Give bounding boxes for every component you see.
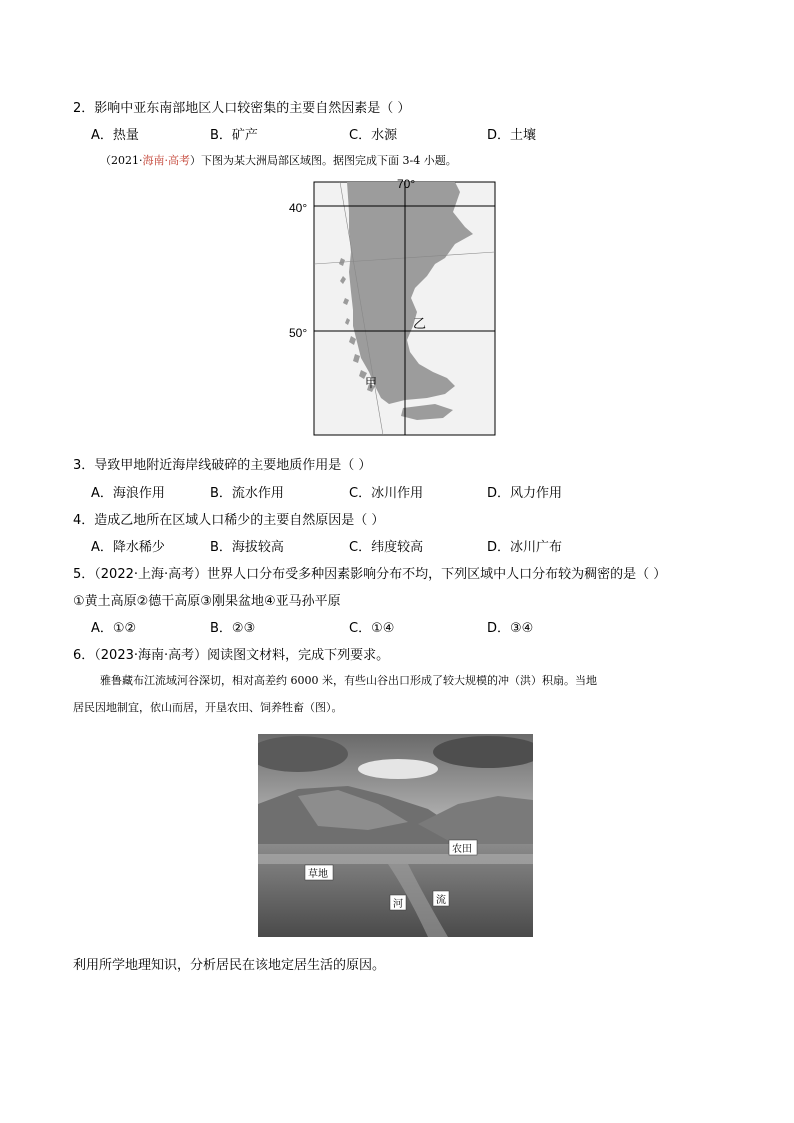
- q2-stem: 2．影响中亚东南部地区人口较密集的主要自然因素是（ ）: [73, 101, 411, 116]
- q4-option-c: C．纬度较高: [349, 540, 424, 555]
- lat-top-label: 40°: [289, 201, 308, 215]
- q5-stem: 5．（2022·上海·高考）世界人口分布受多种因素影响分布不均，下列区域中人口分布较为稠密的是（ ）: [73, 567, 667, 582]
- q2-option-d: D．土壤: [487, 128, 537, 143]
- q4-option-a: A．降水稀少: [91, 540, 165, 555]
- q3-option-b: B．流水作用: [210, 486, 284, 501]
- intro-text: 下图为某大洲局部区域图。据图完成下面 3-4 小题。: [201, 154, 457, 167]
- valley-photo: [258, 734, 533, 937]
- south-america-map: [285, 172, 510, 440]
- q3-stem: 3．导致甲地附近海岸线破碎的主要地质作用是（ ）: [73, 458, 372, 473]
- q6-para-line2: 居民因地制宜，依山而居，开垦农田、饲养牲畜（图）。: [73, 701, 343, 714]
- photo-label-grassland: 草地: [308, 869, 328, 880]
- q6-question: 利用所学地理知识，分析居民在该地定居生活的原因。: [73, 958, 386, 973]
- q4-option-d: D．冰川广布: [487, 540, 563, 555]
- q4-option-b: B．海拔较高: [210, 540, 284, 555]
- q6-stem: 6．（2023·海南·高考）阅读图文材料，完成下列要求。: [73, 648, 390, 663]
- q5-items: ①黄土高原②德干高原③刚果盆地④亚马孙平原: [73, 594, 341, 609]
- lon-label: 70°: [397, 177, 416, 191]
- q5-option-d: D．③④: [487, 621, 534, 636]
- q3-option-c: C．冰川作用: [349, 486, 424, 501]
- q3-option-d: D．风力作用: [487, 486, 563, 501]
- point-jia: 甲: [365, 376, 378, 390]
- q6-para-line1: 雅鲁藏布江流域河谷深切，相对高差约 6000 米，有些山谷出口形成了较大规模的冲（洪）积扇。当地: [100, 674, 597, 687]
- point-yi: 乙: [413, 317, 427, 332]
- photo-label-river1: 河: [393, 899, 403, 910]
- intro-source-tag: 海南·高考: [142, 154, 190, 167]
- intro-source-close: ）: [190, 154, 201, 167]
- q5-option-c: C．①④: [349, 621, 395, 636]
- q2-option-a: A．热量: [91, 128, 139, 143]
- intro-source-open: （2021·: [100, 154, 143, 167]
- q2-option-c: C．水源: [349, 128, 398, 143]
- q2-option-b: B．矿产: [210, 128, 258, 143]
- photo-label-river2: 流: [436, 895, 446, 906]
- lat-bottom-label: 50°: [289, 326, 308, 340]
- q3-option-a: A．海浪作用: [91, 486, 165, 501]
- photo-label-farmland: 农田: [452, 844, 472, 855]
- q5-option-b: B．②③: [210, 621, 256, 636]
- intro-3-4: [100, 152, 457, 168]
- q4-stem: 4．造成乙地所在区域人口稀少的主要自然原因是（ ）: [73, 513, 385, 528]
- q5-option-a: A．①②: [91, 621, 137, 636]
